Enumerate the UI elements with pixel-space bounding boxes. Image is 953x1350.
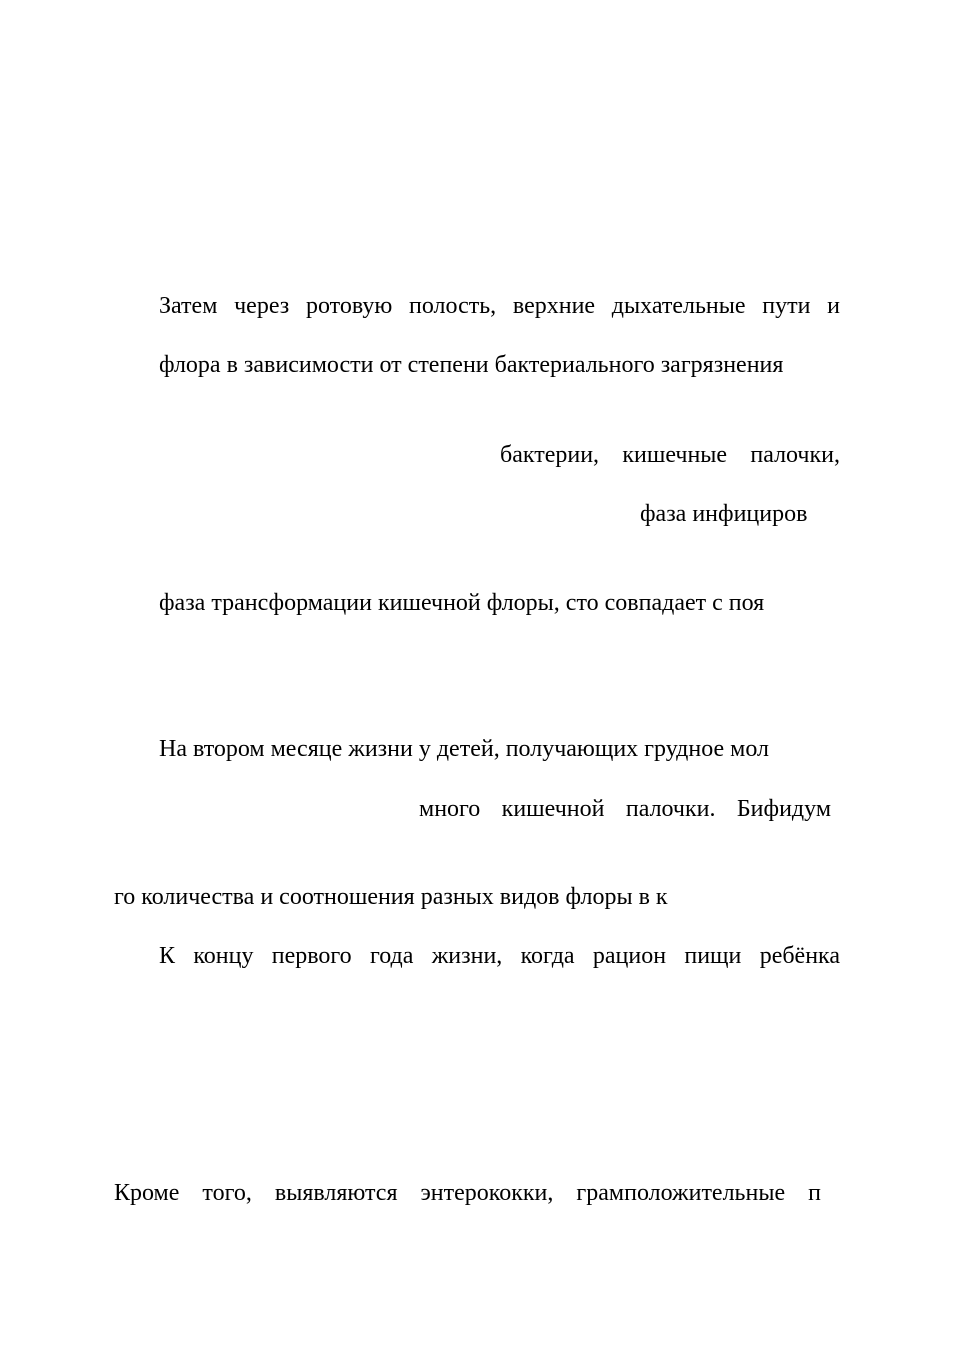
- text-line: Затем через ротовую полость, верхние дыхательные пути и: [159, 293, 840, 319]
- text-line: го количества и соотношения разных видов флоры в к: [114, 884, 668, 910]
- text-line: много кишечной палочки. Бифидум: [419, 796, 831, 822]
- text-line: фаза трансформации кишечной флоры, сто совпадает с поя: [159, 590, 765, 616]
- text-line: На втором месяце жизни у детей, получающих грудное мол: [159, 736, 770, 762]
- text-line: флора в зависимости от степени бактериального загрязнения: [159, 352, 784, 378]
- text-line: Кроме того, выявляются энтерококки, грамположительные п: [114, 1180, 821, 1206]
- text-line: фаза инфициров: [640, 501, 808, 527]
- text-line: К концу первого года жизни, когда рацион пищи ребёнка: [159, 943, 840, 969]
- text-line: бактерии, кишечные палочки,: [500, 442, 840, 468]
